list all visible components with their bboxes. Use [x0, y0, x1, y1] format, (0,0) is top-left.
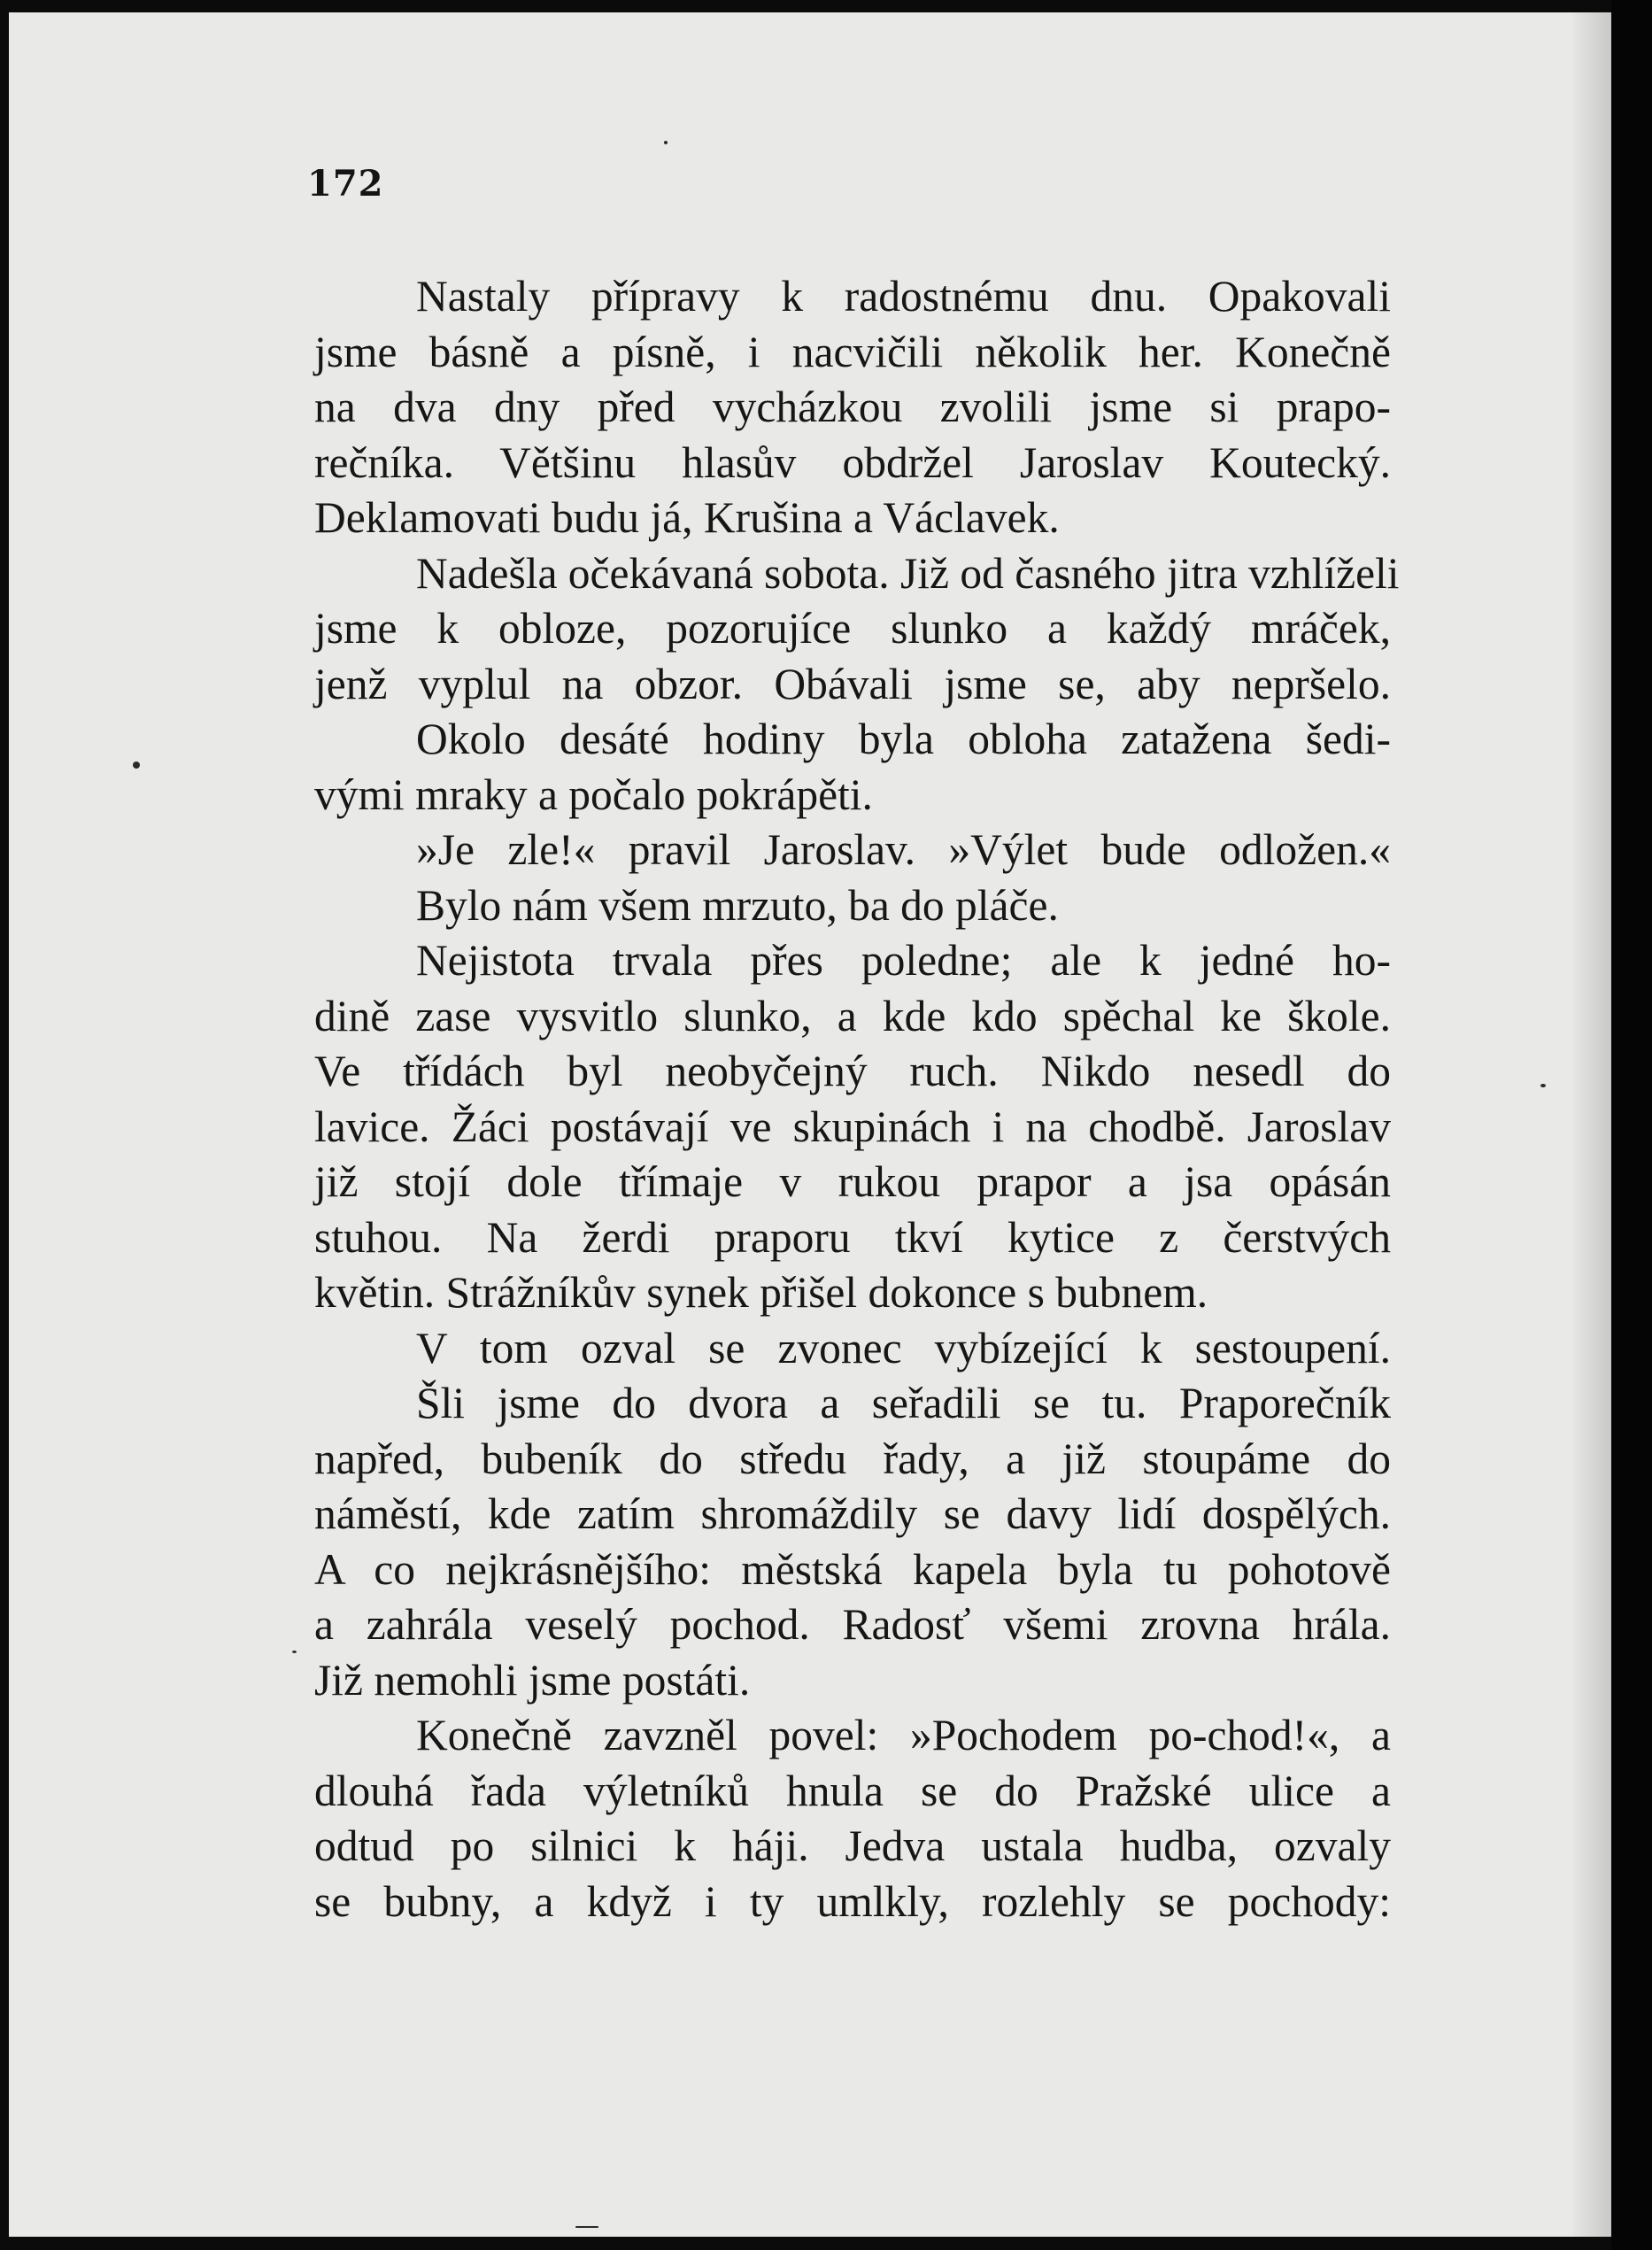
text-line: na dva dny před vycházkou zvolili jsme si prapo- [314, 383, 1391, 431]
text-line: Nastaly přípravy k radostnému dnu. Opakovali [416, 272, 1391, 321]
text-line: Okolo desáté hodiny byla obloha zatažena šedi- [416, 715, 1391, 763]
scan-border [1611, 0, 1652, 2250]
text-line: Šli jsme do dvora a seřadili se tu. Praporečník [416, 1379, 1391, 1427]
body-text [314, 269, 1400, 1929]
text-line: již stojí dole třímaje v rukou prapor a jsa opásán [314, 1157, 1391, 1206]
text-line: Bylo nám všem mrzuto, ba do pláče. [416, 880, 1059, 930]
paper-speck [664, 141, 668, 144]
text-line: jenž vyplul na obzor. Obávali jsme se, aby nepršelo. [314, 659, 1391, 708]
text-line: Konečně zavzněl povel: »Pochodem po-chod!«, a [416, 1711, 1391, 1759]
text-line: rečníka. Většinu hlasův obdržel Jaroslav Koutecký. [314, 437, 1391, 487]
paper-speck [575, 2226, 598, 2228]
text-line: A co nejkrásnějšího: městská kapela byla tu pohotově [314, 1544, 1391, 1594]
text-line: dině zase vysvitlo slunko, a kde kdo spěchal ke škole. [314, 991, 1391, 1040]
text-line: V tom ozval se zvonec vybízející k sestoupení. [416, 1323, 1391, 1372]
text-line: jsme básně a písně, i nacvičili několik her. Konečně [314, 327, 1391, 376]
paper-speck [292, 1651, 297, 1653]
text-line: »Je zle!« pravil Jaroslav. »Výlet bude odložen.« [416, 825, 1391, 874]
text-line: náměstí, kde zatím shromáždily se davy lidí dospělých. [314, 1489, 1391, 1538]
text-line: dlouhá řada výletníků hnula se do Pražské ulice a [314, 1766, 1391, 1815]
text-line: napřed, bubeník do středu řady, a již stoupáme do [314, 1434, 1391, 1483]
text-line: stuhou. Na žerdi praporu tkví kytice z čerstvých [314, 1212, 1391, 1262]
text-line: Ve třídách byl neobyčejný ruch. Nikdo nesedl do [314, 1047, 1391, 1095]
page-number: 172 [307, 163, 384, 205]
text-line: a zahrála veselý pochod. Radosť všemi zrovna hrála. [314, 1600, 1391, 1649]
text-line: odtud po silnici k háji. Jedva ustala hudba, ozvaly [314, 1821, 1391, 1870]
page-edge-shadow [1572, 12, 1611, 2237]
paper-speck [133, 762, 140, 769]
text-line: vými mraky a počalo pokrápěti. [314, 769, 873, 819]
paper-speck [1540, 1084, 1546, 1087]
text-line: jsme k obloze, pozorujíce slunko a každý mráček, [314, 604, 1391, 653]
text-line: Nadešla očekávaná sobota. Již od časného jitra vzhlíželi [416, 548, 1400, 598]
text-line: Deklamovati budu já, Krušina a Václavek. [314, 493, 1060, 542]
text-line: květin. Strážníkův synek přišel dokonce s bubnem. [314, 1268, 1208, 1317]
text-line: Již nemohli jsme postáti. [314, 1655, 751, 1705]
text-line: se bubny, a když i ty umlkly, rozlehly se pochody: [314, 1876, 1391, 1926]
text-line: Nejistota trvala přes poledne; ale k jedné ho- [416, 936, 1391, 985]
book-page [9, 12, 1613, 2237]
text-line: lavice. Žáci postávají ve skupinách i na chodbě. Jaroslav [314, 1102, 1391, 1151]
